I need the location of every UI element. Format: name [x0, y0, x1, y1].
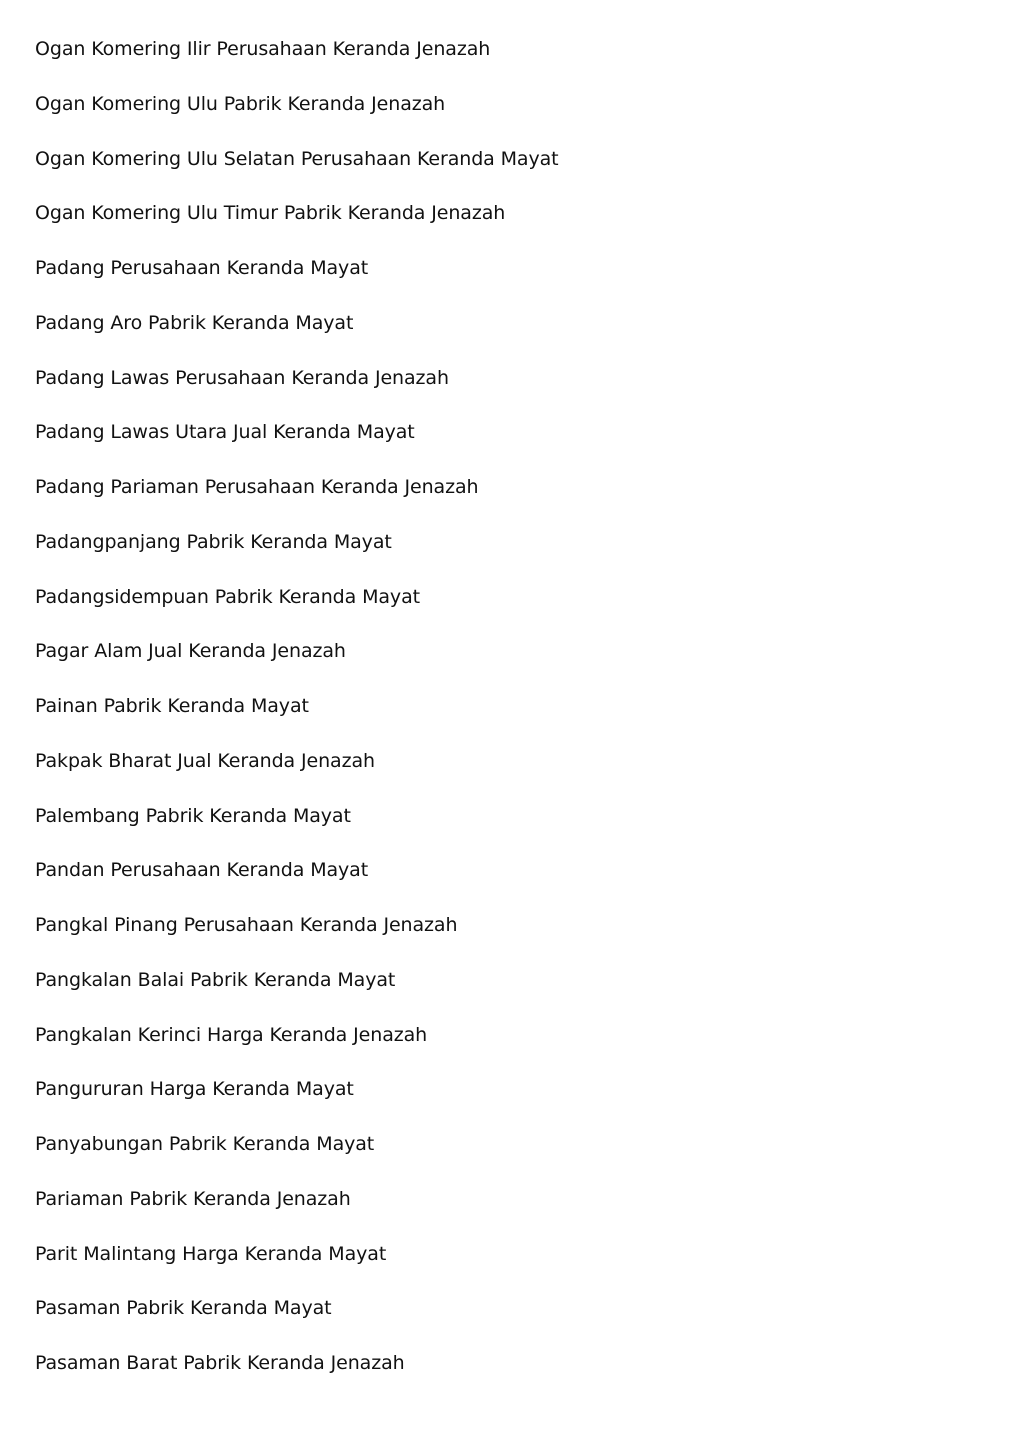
document-line: Palembang Pabrik Keranda Mayat: [35, 804, 351, 827]
document-line: Pangkal Pinang Perusahaan Keranda Jenazah: [35, 914, 458, 936]
document-line: Padang Lawas Utara Jual Keranda Mayat: [35, 421, 415, 444]
document-line: Pasaman Pabrik Keranda Mayat: [35, 1297, 332, 1320]
document-line: Pariaman Pabrik Keranda Jenazah: [35, 1187, 351, 1210]
document-line: Padang Pariaman Perusahaan Keranda Jenazah: [35, 476, 479, 498]
document-line: Painan Pabrik Keranda Mayat: [35, 695, 309, 717]
document-line: Parit Malintang Harga Keranda Mayat: [35, 1242, 387, 1265]
document-line: Pangururan Harga Keranda Mayat: [35, 1078, 354, 1101]
document-line: Pangkalan Kerinci Harga Keranda Jenazah: [35, 1023, 428, 1046]
document-line: Pakpak Bharat Jual Keranda Jenazah: [35, 749, 375, 772]
document-line: Padangpanjang Pabrik Keranda Mayat: [35, 530, 392, 553]
document-line: Pangkalan Balai Pabrik Keranda Mayat: [35, 968, 396, 991]
document-line: Pagar Alam Jual Keranda Jenazah: [35, 640, 346, 663]
document-line: Padang Lawas Perusahaan Keranda Jenazah: [35, 366, 449, 389]
document-line: Padangsidempuan Pabrik Keranda Mayat: [35, 585, 420, 608]
document-line: Ogan Komering Ulu Pabrik Keranda Jenazah: [35, 92, 446, 115]
document-line: Padang Aro Pabrik Keranda Mayat: [35, 311, 354, 334]
document-line: Ogan Komering Ilir Perusahaan Keranda Jenazah: [35, 38, 491, 60]
document-line: Pandan Perusahaan Keranda Mayat: [35, 859, 369, 882]
document-line: Pasaman Barat Pabrik Keranda Jenazah: [35, 1352, 405, 1374]
document-line: Padang Perusahaan Keranda Mayat: [35, 257, 369, 279]
document-line: Ogan Komering Ulu Selatan Perusahaan Keranda Mayat: [35, 147, 559, 170]
document-line-list: [35, 38, 995, 1407]
document-line: Ogan Komering Ulu Timur Pabrik Keranda Jenazah: [35, 202, 506, 225]
document-line: Panyabungan Pabrik Keranda Mayat: [35, 1133, 375, 1155]
